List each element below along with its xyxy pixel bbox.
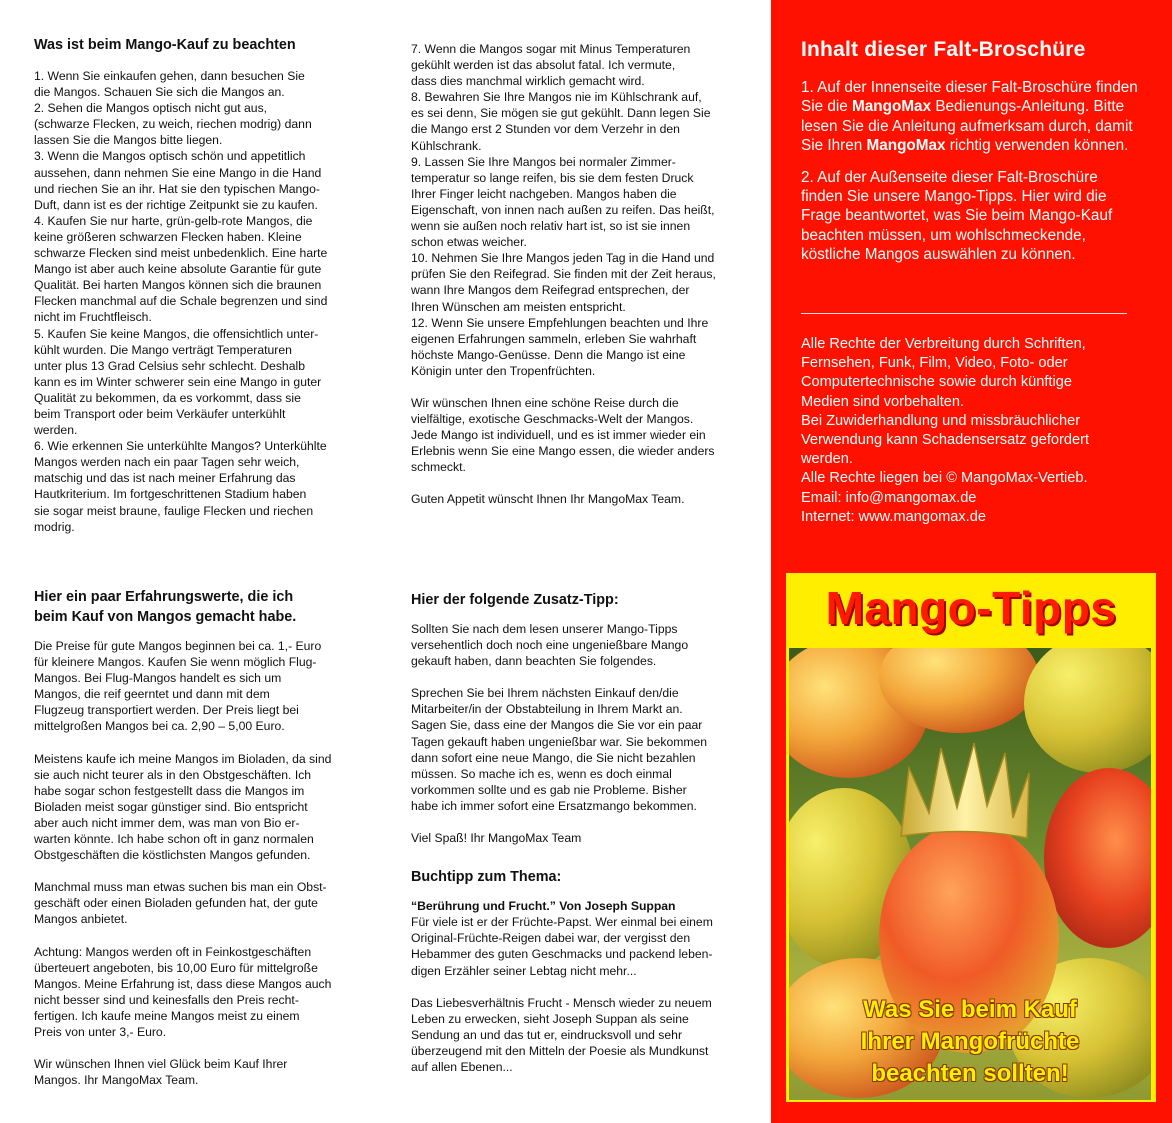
- section-mango-kauf: [34, 36, 360, 535]
- closing-paragraph: Wir wünschen Ihnen eine schöne Reise durch die vielfältige, exotische Geschmacks-Welt der Mangos. Jede Mango ist individuell, und es ist immer wieder ein Erlebnis wenn Sie eine Mango essen, die wieder anders schmeckt.: [411, 395, 715, 475]
- cover-caption: Was Sie beim Kauf Ihrer Mangofrüchte beachten sollten!: [860, 996, 1080, 1087]
- section-body: 7. Wenn die Mangos sogar mit Minus Temperaturen gekühlt werden ist das absolut fatal. Ich vermute, dass dies manchmal wirklich gemacht wird. 8. Bewahren Sie Ihre Mangos nie im Kühlschrank auf, es sei denn, Sie mögen sie gut gekühlt. Dann legen Sie die Mango erst 2 Stunden vor dem Verzehr in den Kühlschrank. 9. Lassen Sie Ihre Mangos bei normaler Zimmer- temperatur so lange reifen, bis sie dem festen Druck Ihrer Finger leicht nachgeben. Mangos haben die Eigenschaft, von innen nach außen zu reifen. Das heißt, wenn sie außen noch relativ hart ist, so ist sie innen schon etwas weicher. 10. Nehmen Sie Ihre Mangos jeden Tag in die Hand und prüfen Sie den Reifegrad. Sie finden mit der Zeit heraus, wann Ihre Mangos dem Reifegrad entsprechen, der Ihren Wünschen am meisten entspricht. 12. Wenn Sie unsere Empfehlungen beachten und Ihre eigenen Erfahrungen sammeln, erleben Sie wahrhaft höchste Mango-Genüsse. Denn die Mango ist eine Königin unter den Tropenfrüchten.: [411, 42, 716, 378]
- paragraph: Sollten Sie nach dem lesen unserer Mango-Tipps versehentlich doch noch eine ungenießbare Mango gekauft haben, dann beachten Sie folgendes.: [411, 622, 689, 669]
- section-mango-tips-continued: [411, 41, 747, 508]
- paragraph: Meistens kaufe ich meine Mangos im Bioladen, da sind sie auch nicht teurer als in den Obstgeschäften. Ich habe sogar schon festgestellt dass die Mangos im Bioladen meist sogar günstiger sind. Bio entspricht aber auch nicht immer dem, was man von Bio er- warten könnte. Ich habe schon oft in ganz normalen Obstgeschäften die köstlichsten Mangos gefunden.: [34, 751, 332, 863]
- section-heading: Was ist beim Mango-Kauf zu beachten: [34, 37, 296, 53]
- section-body: 1. Wenn Sie einkaufen gehen, dann besuchen Sie die Mangos. Schauen Sie sich die Mangos an. 2. Sehen die Mangos optisch nicht gut aus, (schwarze Flecken, zu weich, riechen modrig) dann lassen Sie die Mangos bitte liegen. 3. Wenn die Mangos optisch schön und appetitlich aussehen, dann nehmen Sie eine Mango in die Hand und riechen Sie an ihr. Hat sie den typischen Mango- Duft, dann ist es der richtige Zeitpunkt sie zu kaufen. 4. Kaufen Sie nur harte, grün-gelb-rote Mangos, die keine größeren schwarzen Flecken haben. Kleine schwarze Flecken sind meist unbedenklich. Eine harte Mango ist aber auch keine absolute Garantie für gute Qualität. Bei harten Mangos können sich die braunen Flecken manchmal auf die Schale begrenzen und sind nicht im Fruchtfleisch. 5. Kaufen Sie keine Mangos, die offensichtlich unter- kühlt wurden. Die Mango verträgt Temperaturen unter plus 13 Grad Celsius sehr schlecht. Deshalb kann es im Winter schwerer sein eine Mango in guter Qualität zu bekommen, da es vorkommt, dass sie beim Transport oder beim Verkäufer unterkühlt werden. 6. Wie erkennen Sie unterkühlte Mangos? Unterkühlte Mangos werden nach ein paar Tagen sehr weich, matschig und das ist nach meiner Erfahrung das Hautkriterium. Im fortgeschrittenen Stadium haben sie sogar meist braune, faulige Flecken und riechen modrig.: [34, 69, 328, 534]
- paragraph: Die Preise für gute Mangos beginnen bei ca. 1,- Euro für kleinere Mangos. Kaufen Sie wenn möglich Flug- Mangos. Bei Flug-Mangos handelt es sich um Mangos, die reif geerntet und dann mit dem Flugzeug transportiert werden. Der Preis liegt bei mittelgroßen Mangos bei ca. 2,90 – 5,00 Euro.: [34, 639, 322, 734]
- contents-item-1: 1. Auf der Innenseite dieser Falt-Broschüre finden Sie die MangoMax Bedienungs-Anleitung. Bitte lesen Sie die Anleitung aufmerksam durch, damit Sie Ihren MangoMax richtig verwenden können.: [801, 79, 1138, 155]
- paragraph: Für viele ist er der Früchte-Papst. Wer einmal bei einem Original-Früchte-Reigen dabei war, der vergisst den Hebammer des guten Geschmacks und packend leben- digen Erzähler seiner Lebtag nicht mehr...: [411, 915, 713, 978]
- panel-heading: Inhalt dieser Falt-Broschüre: [801, 38, 1086, 61]
- brochure-contents: [801, 38, 1141, 277]
- paragraph: Viel Spaß! Ihr MangoMax Team: [411, 831, 582, 846]
- book-tip-heading: Buchtipp zum Thema:: [411, 869, 562, 886]
- section-erfahrungswerte: [34, 587, 360, 1088]
- section-heading: Hier ein paar Erfahrungswerte, die ich beim Kauf von Mangos gemacht habe.: [34, 589, 297, 625]
- book-title: “Berührung und Frucht.” Von Joseph Suppan: [411, 899, 676, 914]
- paragraph: Manchmal muss man etwas suchen bis man ein Obst- geschäft oder einen Bioladen gefunden hat, der gute Mangos anbietet.: [34, 880, 327, 927]
- paragraph: Achtung: Mangos werden oft in Feinkostgeschäften überteuert angeboten, bis 10,00 Euro für mittelgroße Mangos. Meine Erfahrung ist, dass diese Mangos auch nicht besser sind und keinesfalls den Preis recht- fertigen. Ich kaufe meine Mangos meist zu einem Preis von unter 3,- Euro.: [34, 944, 332, 1039]
- paragraph: Das Liebesverhältnis Frucht - Mensch wieder zu neuem Leben zu erwecken, sieht Joseph Suppan als seine Sendung an und das tut er, eindrucksvoll und sehr überzeugend mit den Mitteln der Poesie als Mundkunst auf allen Ebenen...: [411, 995, 712, 1074]
- signature-paragraph: Guten Appetit wünscht Ihnen Ihr MangoMax Team.: [411, 492, 685, 507]
- divider: [801, 313, 1127, 314]
- paragraph: Sprechen Sie bei Ihrem nächsten Einkauf den/die Mitarbeiter/in der Obstabteilung in Ihrem Markt an. Sagen Sie, dass eine der Mangos die Sie vor ein paar Tagen gekauft haben ungenießbar war. Sie bekommen dann sofort eine neue Mango, die Sie nicht bezahlen müssen. So mache ich es, wenn es doch einmal vorkommen sollte und es gab nie Probleme. Bisher habe ich immer sofort eine Ersatzmango bekommen.: [411, 686, 708, 813]
- copyright-notice: Alle Rechte der Verbreitung durch Schriften, Fernsehen, Funk, Film, Video, Foto- oder Computertechnische sowie durch künftige Medien sind vorbehalten. Bei Zuwiderhandlung und missbräuchlicher Verwendung kann Schadensersatz gefordert werden. Alle Rechte liegen bei © MangoMax-Vertieb. Email: info@mangomax.de Internet: www.mangomax.de: [801, 336, 1090, 525]
- cover-title: Mango-Tipps: [825, 582, 1117, 634]
- section-heading: Hier der folgende Zusatz-Tipp:: [411, 592, 619, 608]
- contents-item-2: 2. Auf der Außenseite dieser Falt-Broschüre finden Sie unsere Mango-Tipps. Hier wird die Frage beantwortet, was Sie beim Mango-Kauf beachten müssen, um wohlschmeckende, köstliche Mangos auswählen zu können.: [801, 168, 1113, 264]
- paragraph: Wir wünschen Ihnen viel Glück beim Kauf Ihrer Mangos. Ihr MangoMax Team.: [34, 1057, 288, 1088]
- section-zusatz-tipp: [411, 591, 747, 1075]
